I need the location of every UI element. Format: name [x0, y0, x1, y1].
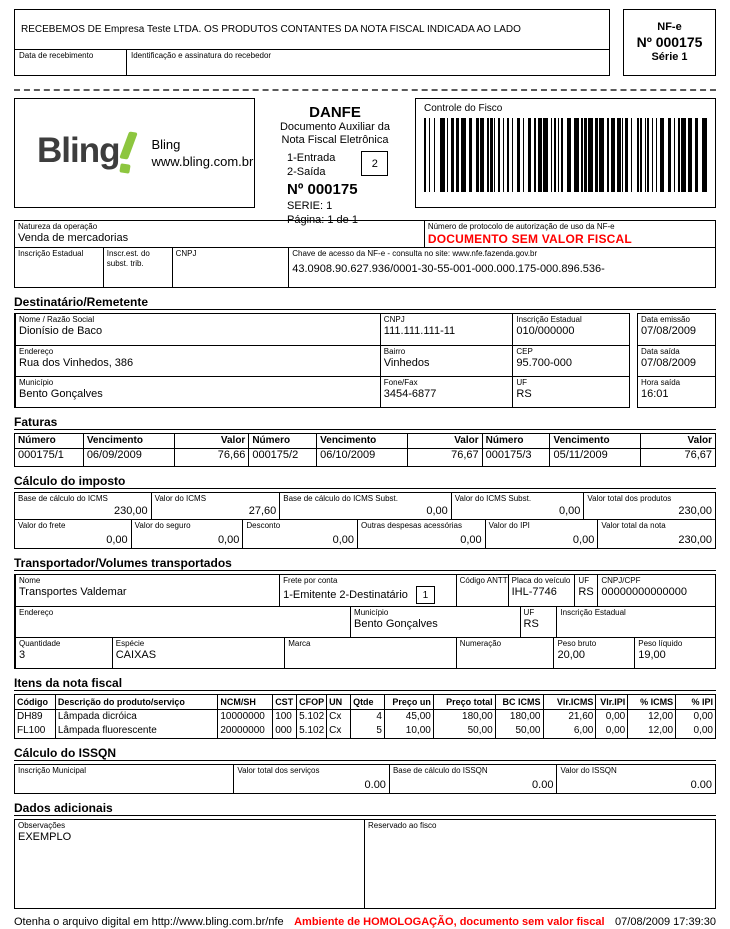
- nome-razao-cell: [15, 314, 380, 345]
- assinatura-recebedor-label: Identificação e assinatura do recebedor: [126, 50, 609, 75]
- bairro-label: Bairro: [383, 347, 406, 356]
- natureza-operacao-value: Venda de mercadorias: [18, 232, 129, 244]
- especie-value: CAIXAS: [115, 649, 157, 661]
- outras-despesas-value: 0,00: [460, 534, 482, 546]
- valor-frete-label: Valor do frete: [18, 521, 66, 530]
- valor-frete-cell: [15, 520, 131, 548]
- codigo-antt-label: Código ANTT: [459, 576, 508, 585]
- danfe-title-block: [261, 98, 409, 226]
- desconto-cell: [242, 520, 357, 548]
- frete-conta-code-box: 1: [416, 586, 435, 604]
- municipio-label: Município: [19, 378, 54, 387]
- item-cst: 000: [272, 724, 296, 738]
- bc-icms-subst-label: Base de cálculo do ICMS Subst.: [283, 494, 398, 503]
- item-cfop: 5.102: [296, 710, 326, 724]
- cep-value: 95.700-000: [516, 357, 573, 369]
- item-un: Cx: [326, 710, 350, 724]
- frete-conta-label: Frete por conta: [283, 576, 338, 585]
- fatura-vencimento-header: Vencimento: [316, 434, 407, 448]
- inscricao-subst-cell: [103, 248, 172, 287]
- fatura-vencimento-header: Vencimento: [83, 434, 174, 448]
- cnpj-cpf-label: CNPJ/CPF: [601, 576, 641, 585]
- fatura-valor-value: 76,67: [640, 449, 715, 466]
- item-vlr-ipi: 0,00: [595, 710, 627, 724]
- itens-header-row: [15, 695, 715, 710]
- municipio-value: Bento Gonçalves: [19, 388, 103, 400]
- itens-title: Itens da nota fiscal: [14, 676, 716, 691]
- valor-total-produtos-label: Valor total dos produtos: [587, 494, 672, 503]
- item-row: [15, 724, 715, 738]
- receipt-stub-box: [14, 9, 610, 76]
- uf-transp-value: RS: [578, 586, 594, 598]
- destinatario-section: [14, 313, 716, 408]
- danfe-page: Página: 1 de 1: [287, 214, 358, 226]
- col-cst: CST: [272, 695, 296, 709]
- peso-liquido-value: 19,00: [638, 649, 666, 661]
- col-pct-icms: % ICMS: [627, 695, 675, 709]
- nfe-serie: Série 1: [651, 51, 688, 63]
- natureza-operacao-cell: [15, 221, 424, 247]
- uf-transp2-label: UF: [523, 608, 535, 617]
- quantidade-value: 3: [19, 649, 26, 661]
- issuer-identification: [151, 136, 253, 170]
- fatura-numero-header: Número: [18, 435, 56, 446]
- imposto-section: [14, 492, 716, 549]
- item-preco-total: 50,00: [433, 724, 495, 738]
- transportador-section: [14, 574, 716, 669]
- bc-icms-subst-cell: [279, 493, 451, 519]
- fatura-numero-value: 000175/2: [248, 449, 316, 466]
- col-qtde: Qtde: [350, 695, 384, 709]
- data-recebimento-label: Data de recebimento: [19, 51, 94, 60]
- reservado-fisco-cell: [364, 820, 715, 908]
- valor-ipi-label: Valor do IPI: [488, 521, 530, 530]
- footer-homologacao-text: Ambiente de HOMOLOGAÇÃO, documento sem valor fiscal: [294, 916, 605, 928]
- item-un: Cx: [326, 724, 350, 738]
- data-emissao-cell: [638, 314, 715, 345]
- observacoes-value: EXEMPLO: [18, 831, 72, 843]
- faturas-values-row: [15, 449, 715, 466]
- item-vlr-ipi: 0,00: [595, 724, 627, 738]
- transportador-nome-cell: [15, 575, 279, 606]
- tear-line: [14, 89, 716, 91]
- barcode-bars: [424, 118, 707, 192]
- item-qtde: 4: [350, 710, 384, 724]
- valor-servicos-value: 0.00: [364, 779, 386, 791]
- valor-issqn-value: 0.00: [690, 779, 712, 791]
- danfe-number: Nº 000175: [287, 181, 358, 198]
- col-vlr-ipi: Vlr.IPI: [595, 695, 627, 709]
- data-saida-label: Data saída: [641, 347, 680, 356]
- endereco-transp-cell: [15, 607, 350, 637]
- valor-issqn-label: Valor do ISSQN: [560, 766, 617, 775]
- cep-label: CEP: [516, 347, 533, 356]
- inscricao-municipal-cell: [15, 765, 233, 793]
- valor-seguro-cell: [131, 520, 243, 548]
- item-bc-icms: 50,00: [495, 724, 543, 738]
- cnpj-dest-label: CNPJ: [383, 315, 405, 324]
- fatura-numero-value: 000175/3: [482, 449, 550, 466]
- peso-bruto-label: Peso bruto: [557, 639, 597, 648]
- desconto-label: Desconto: [246, 521, 281, 530]
- valor-icms-value: 27,60: [248, 505, 277, 517]
- quantidade-cell: [15, 638, 112, 668]
- especie-cell: [112, 638, 285, 668]
- entrada-option: 1-Entrada: [287, 152, 336, 164]
- inscricao-estadual-label: Inscrição Estadual: [18, 249, 84, 258]
- issuer-url: www.bling.com.br: [151, 154, 254, 169]
- bairro-value: Vinhedos: [383, 357, 430, 369]
- numeracao-cell: [456, 638, 554, 668]
- footer: [14, 915, 716, 929]
- danfe-subtitle-2: Nota Fiscal Eletrônica: [281, 134, 389, 146]
- data-saida-value: 07/08/2009: [641, 357, 697, 369]
- bc-issqn-label: Base de cálculo do ISSQN: [392, 766, 488, 775]
- item-preco-un: 45,00: [384, 710, 433, 724]
- col-preco-total: Preço total: [433, 695, 495, 709]
- municipio-transp-value: Bento Gonçalves: [354, 618, 438, 630]
- nfe-number: Nº 000175: [636, 34, 703, 50]
- frete-conta-cell: [279, 575, 455, 606]
- valor-servicos-label: Valor total dos serviços: [237, 766, 320, 775]
- cnpj-dest-cell: [380, 314, 513, 345]
- bc-icms-cell: [15, 493, 151, 519]
- item-qtde: 5: [350, 724, 384, 738]
- fatura-valor-header: Valor: [407, 434, 482, 448]
- cnpj-cpf-value: 00000000000000: [601, 586, 688, 598]
- fatura-vencimento-value: 06/09/2009: [83, 449, 174, 466]
- item-descricao: Lâmpada dicróica: [55, 710, 217, 724]
- valor-total-nota-cell: [597, 520, 715, 548]
- uf-transp2-value: RS: [523, 618, 539, 630]
- item-pct-icms: 12,00: [627, 710, 675, 724]
- col-bc-icms: BC ICMS: [495, 695, 543, 709]
- desconto-value: 0,00: [332, 534, 355, 546]
- chave-acesso-value: 43.0908.90.627.936/0001-30-55-001-000.000.175-000.896.536-: [292, 263, 605, 275]
- nome-razao-label: Nome / Razão Social: [19, 315, 95, 324]
- protocolo-label: Número de protocolo de autorização de uso da NF-e: [427, 222, 615, 231]
- valor-icms-subst-value: 0,00: [558, 505, 581, 517]
- fatura-valor-header: Valor: [174, 434, 249, 448]
- data-saida-cell: [638, 345, 715, 376]
- fatura-numero-header: Número: [482, 434, 550, 448]
- documento-sem-valor-fiscal: DOCUMENTO SEM VALOR FISCAL: [427, 232, 632, 246]
- outras-despesas-cell: [357, 520, 485, 548]
- item-codigo: FL100: [17, 725, 46, 736]
- fatura-valor-value: 76,67: [407, 449, 482, 466]
- bc-issqn-cell: [389, 765, 557, 793]
- fatura-vencimento-value: 06/10/2009: [316, 449, 407, 466]
- endereco-transp-label: Endereço: [19, 608, 54, 617]
- protocolo-cell: [424, 221, 715, 247]
- issqn-title: Cálculo do ISSQN: [14, 746, 716, 761]
- ie-dest-value: 010/000000: [516, 325, 575, 337]
- item-preco-total: 180,00: [433, 710, 495, 724]
- ie-transp-label: Inscrição Estadual: [560, 608, 626, 617]
- fone-label: Fone/Fax: [383, 378, 418, 387]
- marca-label: Marca: [288, 639, 311, 648]
- footer-timestamp: 07/08/2009 17:39:30: [615, 916, 716, 928]
- faturas-table: [14, 433, 716, 467]
- nfe-number-box: [623, 9, 716, 76]
- issuer-logo-box: [14, 98, 255, 208]
- placa-veiculo-cell: [508, 575, 575, 606]
- valor-ipi-cell: [485, 520, 598, 548]
- item-descricao: Lâmpada fluorescente: [55, 724, 217, 738]
- hora-saida-value: 16:01: [641, 388, 669, 400]
- dados-adicionais-box: [14, 819, 716, 909]
- outras-despesas-label: Outras despesas acessórias: [361, 521, 462, 530]
- cnpj-dest-value: 111.111.111-11: [383, 325, 456, 337]
- valor-ipi-value: 0,00: [572, 534, 595, 546]
- transportador-title: Transportador/Volumes transportados: [14, 556, 716, 571]
- item-row: [15, 710, 715, 724]
- placa-veiculo-label: Placa do veículo: [511, 576, 571, 585]
- recebemos-text: RECEBEMOS DE Empresa Teste LTDA. OS PRODUTOS CONTANTES DA NOTA FISCAL INDICADA AO LADO: [21, 24, 521, 35]
- item-preco-un: 10,00: [384, 724, 433, 738]
- danfe-subtitle-1: Documento Auxiliar da: [279, 121, 391, 133]
- issuer-name: Bling: [151, 137, 181, 152]
- item-cfop: 5.102: [296, 724, 326, 738]
- valor-total-produtos-cell: [583, 493, 715, 519]
- fatura-vencimento-value: 05/11/2009: [549, 449, 640, 466]
- transportador-nome-label: Nome: [19, 576, 41, 585]
- quantidade-label: Quantidade: [19, 639, 61, 648]
- operation-type-box: 2: [361, 151, 388, 176]
- bairro-cell: [380, 346, 513, 376]
- controle-fisco-label: Controle do Fisco: [424, 103, 503, 114]
- transportador-nome-value: Transportes Valdemar: [19, 586, 127, 598]
- fatura-valor-value: 76,66: [174, 449, 249, 466]
- col-codigo: Código: [17, 697, 48, 707]
- col-cfop: CFOP: [296, 695, 326, 709]
- item-ncm: 20000000: [217, 724, 272, 738]
- bc-icms-label: Base de cálculo do ICMS: [18, 494, 108, 503]
- col-vlr-icms: Vlr.ICMS: [543, 695, 596, 709]
- peso-liquido-cell: [634, 638, 715, 668]
- item-pct-icms: 12,00: [627, 724, 675, 738]
- bling-exclamation-icon: [119, 132, 135, 174]
- fatura-valor-header: Valor: [640, 434, 715, 448]
- valor-seguro-value: 0,00: [217, 534, 240, 546]
- uf-transp2-cell: [520, 607, 557, 637]
- col-preco-un: Preço un: [384, 695, 433, 709]
- itens-table: [14, 694, 716, 739]
- municipio-transp-label: Município: [354, 608, 389, 617]
- col-ncm: NCM/SH: [217, 695, 272, 709]
- imposto-title: Cálculo do imposto: [14, 474, 716, 489]
- frete-conta-value: 1-Emitente 2-Destinatário: [283, 588, 408, 601]
- hora-saida-label: Hora saída: [641, 378, 681, 387]
- uf-dest-cell: [512, 377, 629, 407]
- endereco-cell: [15, 346, 380, 376]
- uf-transp-cell: [574, 575, 597, 606]
- col-pct-ipi: % IPI: [675, 695, 715, 709]
- entrada-saida-legend: [287, 151, 335, 179]
- valor-icms-subst-label: Valor do ICMS Subst.: [454, 494, 532, 503]
- municipio-cell: [15, 377, 380, 407]
- item-codigo: DH89: [17, 711, 43, 722]
- fatura-numero-value: 000175/1: [18, 449, 64, 461]
- col-un: UN: [326, 695, 350, 709]
- cnpj-emitente-label: CNPJ: [175, 249, 197, 258]
- fisco-control-box: [415, 98, 716, 208]
- especie-label: Espécie: [115, 639, 145, 648]
- valor-seguro-label: Valor do seguro: [134, 521, 191, 530]
- cnpj-cpf-cell: [597, 575, 715, 606]
- valor-icms-subst-cell: [451, 493, 584, 519]
- inscricao-municipal-label: Inscrição Municipal: [18, 766, 87, 775]
- danfe-header: [14, 98, 716, 226]
- numeracao-label: Numeração: [459, 639, 502, 648]
- uf-dest-label: UF: [516, 378, 528, 387]
- observacoes-cell: [15, 820, 364, 908]
- fone-cell: [380, 377, 513, 407]
- bc-issqn-value: 0.00: [532, 779, 554, 791]
- dados-adicionais-title: Dados adicionais: [14, 801, 716, 816]
- cnpj-emitente-cell: [172, 248, 289, 287]
- valor-issqn-cell: [556, 765, 715, 793]
- item-vlr-icms: 6,00: [543, 724, 596, 738]
- hora-saida-cell: [638, 376, 715, 407]
- chave-acesso-cell: [288, 248, 715, 287]
- fone-value: 3454-6877: [383, 388, 437, 400]
- valor-servicos-cell: [233, 765, 389, 793]
- bling-logo: [37, 132, 135, 174]
- peso-bruto-cell: [553, 638, 634, 668]
- peso-liquido-label: Peso líquido: [638, 639, 683, 648]
- chave-acesso-label: Chave de acesso da NF-e - consulta no site: www.nfe.fazenda.gov.br: [292, 249, 538, 258]
- item-ncm: 10000000: [217, 710, 272, 724]
- cep-cell: [512, 346, 629, 376]
- item-pct-ipi: 0,00: [675, 724, 715, 738]
- danfe-title: DANFE: [309, 104, 361, 121]
- danfe-serie: SERIE: 1: [287, 200, 333, 212]
- data-emissao-label: Data emissão: [641, 315, 690, 324]
- item-vlr-icms: 21,60: [543, 710, 596, 724]
- valor-icms-label: Valor do ICMS: [154, 494, 207, 503]
- bc-icms-value: 230,00: [113, 505, 148, 517]
- endereco-label: Endereço: [19, 347, 54, 356]
- valor-total-nota-label: Valor total da nota: [601, 521, 666, 530]
- col-descricao: Descrição do produto/serviço: [55, 695, 217, 709]
- valor-icms-cell: [151, 493, 280, 519]
- endereco-value: Rua dos Vinhedos, 386: [19, 357, 134, 369]
- reservado-fisco-label: Reservado ao fisco: [368, 821, 437, 830]
- nfe-label: NF-e: [657, 21, 682, 33]
- valor-frete-value: 0,00: [106, 534, 128, 546]
- nome-razao-value: Dionísio de Baco: [19, 325, 103, 337]
- natureza-operacao-label: Natureza da operação: [18, 222, 98, 231]
- natureza-section: [14, 220, 716, 288]
- peso-bruto-value: 20,00: [557, 649, 585, 661]
- ie-dest-label: Inscrição Estadual: [516, 315, 582, 324]
- footer-digital-file-text: Otenha o arquivo digital em http://www.bling.com.br/nfe: [14, 916, 284, 928]
- ie-transp-cell: [556, 607, 715, 637]
- inscricao-estadual-cell: [15, 248, 103, 287]
- bling-logo-word: Bling: [37, 131, 120, 170]
- item-bc-icms: 180,00: [495, 710, 543, 724]
- valor-total-nota-value: 230,00: [678, 534, 713, 546]
- fatura-numero-header: Número: [248, 434, 316, 448]
- issqn-table: [14, 764, 716, 794]
- saida-option: 2-Saída: [287, 166, 326, 178]
- fatura-vencimento-header: Vencimento: [549, 434, 640, 448]
- destinatario-title: Destinatário/Remetente: [14, 295, 716, 310]
- codigo-antt-cell: [456, 575, 508, 606]
- uf-dest-value: RS: [516, 388, 532, 400]
- uf-transp-label: UF: [578, 576, 590, 585]
- ie-dest-cell: [512, 314, 629, 345]
- item-pct-ipi: 0,00: [675, 710, 715, 724]
- observacoes-label: Observações: [18, 821, 66, 830]
- faturas-title: Faturas: [14, 415, 716, 430]
- inscricao-subst-label: Inscr.est. do subst. trib.: [106, 249, 150, 268]
- marca-cell: [284, 638, 456, 668]
- bc-icms-subst-value: 0,00: [426, 505, 448, 517]
- item-cst: 100: [272, 710, 296, 724]
- placa-veiculo-value: IHL-7746: [511, 586, 557, 598]
- data-emissao-value: 07/08/2009: [641, 325, 697, 337]
- municipio-transp-cell: [350, 607, 520, 637]
- valor-total-produtos-value: 230,00: [678, 505, 712, 517]
- receipt-stub: [14, 9, 716, 76]
